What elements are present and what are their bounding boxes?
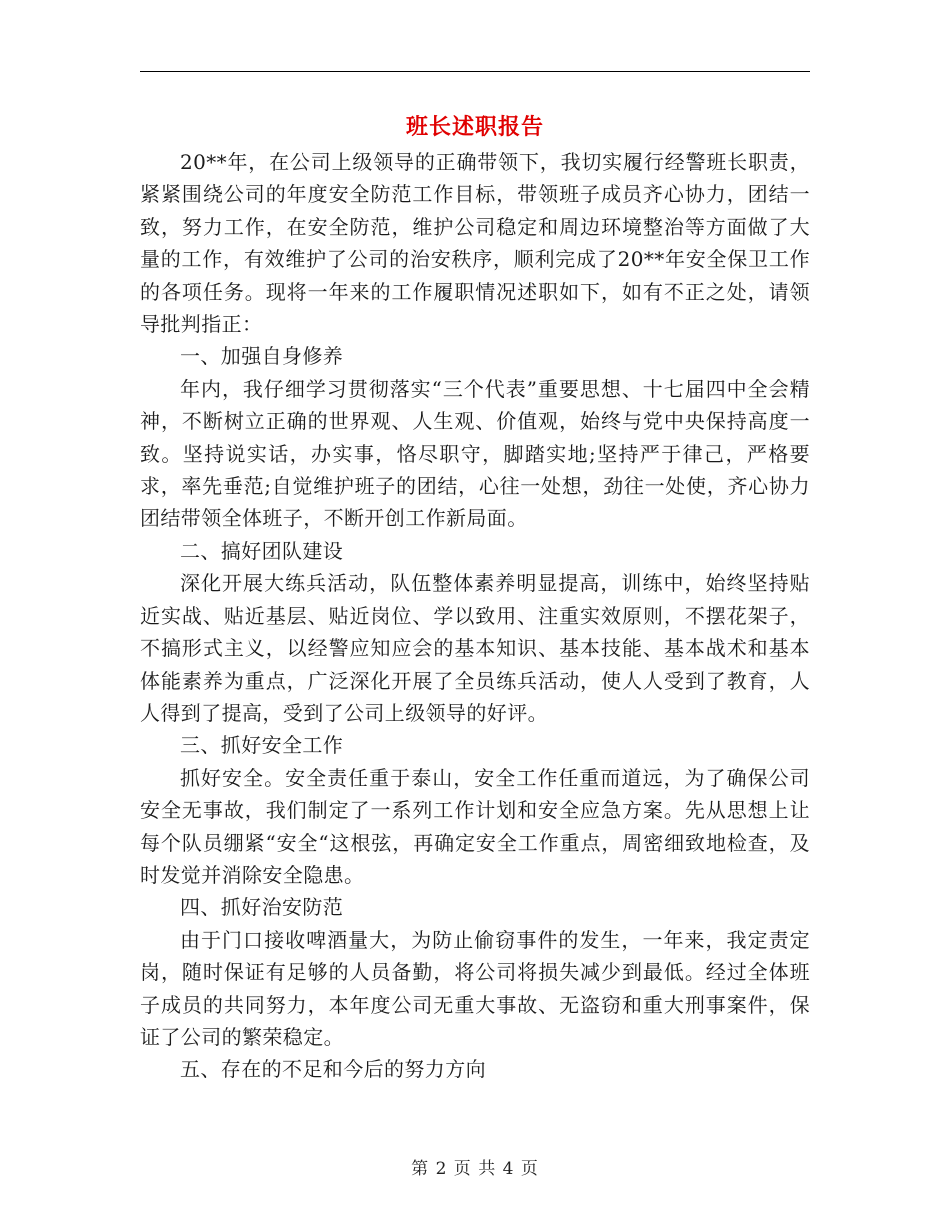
section-heading-2: 二、搞好团队建设 (180, 538, 344, 563)
section-heading-5: 五、存在的不足和今后的努力方向 (180, 1057, 486, 1082)
paragraph-section-2: 深化开展大练兵活动，队伍整体素养明显提高，训练中，始终坚持贴近实战、贴近基层、贴近岗位、学以致用、注重实效原则，不摆花架子，不搞形式主义，以经警应知应会的基本知识、基本技能、基本战术和基本体能素养为重点，广泛深化开展了全员练兵活动，使人人受到了教育，人人得到了提高，受到了公司上级领导的好评。 (140, 571, 810, 725)
paragraph-section-3: 抓好安全。安全责任重于泰山，安全工作任重而道远，为了确保公司安全无事故，我们制定了一系列工作计划和安全应急方案。先从思想上让每个队员绷紧“安全“这根弦，再确定安全工作重点，周密细致地检查，及时发觉并消除安全隐患。 (140, 765, 810, 887)
page-number: 第 2 页 共 4 页 (411, 1159, 539, 1179)
paragraph-section-4: 由于门口接收啤酒量大，为防止偷窃事件的发生，一年来，我定责定岗，随时保证有足够的人员备勤，将公司将损失减少到最低。经过全体班子成员的共同努力，本年度公司无重大事故、无盗窃和重大刑事案件，保证了公司的繁荣稳定。 (140, 927, 810, 1049)
document-body (140, 146, 810, 1086)
section-heading-3: 三、抓好安全工作 (180, 733, 344, 758)
paragraph-intro: 20**年，在公司上级领导的正确带领下，我切实履行经警班长职责，紧紧围绕公司的年度安全防范工作目标，带领班子成员齐心协力，团结一致，努力工作，在安全防范，维护公司稳定和周边环境整治等方面做了大量的工作，有效维护了公司的治安秩序，顺利完成了20**年安全保卫工作的各项任务。现将一年来的工作履职情况述职如下，如有不正之处，请领导批判指正： (140, 150, 810, 337)
header-rule (140, 71, 810, 72)
document-title: 班长述职报告 (405, 114, 544, 140)
paragraph-section-1: 年内，我仔细学习贯彻落实“三个代表”重要思想、十七届四中全会精神，不断树立正确的世界观、人生观、价值观，始终与党中央保持高度一致。坚持说实话，办实事，恪尽职守，脚踏实地;坚持严于律己，严格要求，率先垂范;自觉维护班子的团结，心往一处想，劲往一处使，齐心协力团结带领全体班子，不断开创工作新局面。 (140, 376, 810, 531)
section-heading-4: 四、抓好治安防范 (180, 895, 344, 920)
section-heading-1: 一、加强自身修养 (180, 344, 344, 369)
